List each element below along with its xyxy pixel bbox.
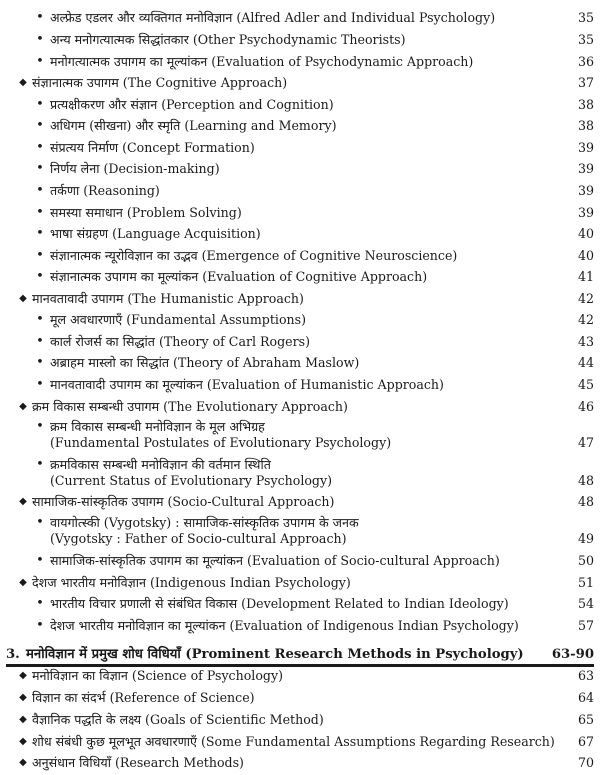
bullet-dot-icon: •: [36, 140, 44, 155]
entry-label: मानवतावादी उपागम का मूल्यांकन (Evaluation of Humanistic Approach): [50, 377, 444, 392]
section-page: 51: [577, 575, 594, 590]
bullet-dot-icon: •: [36, 269, 44, 284]
section-label: क्रम विकास सम्बन्धी उपागम (The Evolutionary Approach): [32, 399, 348, 414]
section-label: अनुसंधान विधियाँ (Research Methods): [32, 755, 244, 770]
section-label: मानवतावादी उपागम (The Humanistic Approach): [32, 291, 304, 306]
entry-page: 49: [577, 531, 594, 546]
section-page: 46: [577, 399, 594, 414]
chapter-pages: 63-90: [551, 647, 594, 662]
bullet-dot-icon: •: [36, 97, 44, 112]
entry-label-hindi: क्रमविकास सम्बन्धी मनोविज्ञान की वर्तमान स्थिति: [50, 457, 271, 472]
section-label: मनोविज्ञान का विज्ञान (Science of Psychology): [32, 668, 284, 683]
bullet-dot-icon: •: [36, 419, 44, 434]
bullet-dot-icon: •: [36, 205, 44, 220]
diamond-bullet-icon: ◆: [19, 293, 27, 304]
entry-label: भाषा संग्रहण (Language Acquisition): [50, 226, 261, 241]
entry-page: 40: [577, 248, 594, 263]
entry-page: 35: [577, 32, 594, 47]
section-page: 42: [577, 291, 594, 306]
entry-page: 42: [577, 312, 594, 327]
entry-label: संप्रत्यय निर्माण (Concept Formation): [50, 140, 255, 155]
bullet-dot-icon: •: [36, 54, 44, 69]
entry-label: देशज भारतीय मनोविज्ञान का मूल्यांकन (Evaluation of Indigenous Indian Psychology): [50, 618, 519, 633]
entry-page: 39: [577, 161, 594, 176]
section-page: 64: [577, 690, 594, 705]
chapter-title: मनोविज्ञान में प्रमुख शोध विधियाँ (Prominent Research Methods in Psychology): [26, 647, 524, 662]
bullet-dot-icon: •: [36, 161, 44, 176]
entry-label: सामाजिक-सांस्कृतिक उपागम का मूल्यांकन (Evaluation of Socio-cultural Approach): [50, 553, 500, 568]
entry-label-english: (Vygotsky : Father of Socio-cultural Approach): [50, 531, 347, 546]
entry-label-english: (Current Status of Evolutionary Psychology): [50, 473, 333, 488]
bullet-dot-icon: •: [36, 457, 44, 472]
entry-label: प्रत्यक्षीकरण और संज्ञान (Perception and Cognition): [50, 97, 334, 112]
entry-label-hindi: वायगोत्स्की (Vygotsky) : सामाजिक-सांस्कृतिक उपागम के जनक: [50, 515, 359, 530]
section-label: शोध संबंधी कुछ मूलभूत अवधारणाएँ (Some Fundamental Assumptions Regarding Research): [32, 734, 555, 749]
entry-page: 40: [577, 226, 594, 241]
entry-page: 38: [577, 97, 594, 112]
entry-page: 44: [577, 355, 594, 370]
entry-label: अधिगम (सीखना) और स्मृति (Learning and Memory): [50, 118, 337, 133]
bullet-dot-icon: •: [36, 596, 44, 611]
diamond-bullet-icon: ◆: [19, 496, 27, 507]
entry-page: 41: [577, 269, 594, 284]
entry-label: मनोगत्यात्मक उपागम का मूल्यांकन (Evaluation of Psychodynamic Approach): [50, 54, 474, 69]
entry-label: [50, 515, 359, 547]
section-label: संज्ञानात्मक उपागम (The Cognitive Approach): [32, 75, 288, 90]
entry-page: 36: [577, 54, 594, 69]
bullet-dot-icon: •: [36, 312, 44, 327]
bullet-dot-icon: •: [36, 553, 44, 568]
bullet-dot-icon: •: [36, 248, 44, 263]
section-page: 65: [577, 712, 594, 727]
entry-page: 39: [577, 183, 594, 198]
diamond-bullet-icon: ◆: [19, 692, 27, 703]
diamond-bullet-icon: ◆: [19, 577, 27, 588]
entry-label: भारतीय विचार प्रणाली से संबंधित विकास (Development Related to Indian Ideology): [50, 596, 509, 611]
entry-label: तर्कणा (Reasoning): [50, 183, 160, 198]
entry-label: अल्फ्रेड एडलर और व्यक्तिगत मनोविज्ञान (Alfred Adler and Individual Psychology): [50, 10, 496, 25]
entry-label: मूल अवधारणाएँ (Fundamental Assumptions): [50, 312, 307, 327]
entry-label: संज्ञानात्मक उपागम का मूल्यांकन (Evaluation of Cognitive Approach): [50, 269, 428, 284]
chapter-divider: [6, 664, 594, 667]
section-label: विज्ञान का संदर्भ (Reference of Science): [32, 690, 255, 705]
entry-page: 57: [577, 618, 594, 633]
diamond-bullet-icon: ◆: [19, 736, 27, 747]
bullet-dot-icon: •: [36, 618, 44, 633]
entry-page: 39: [577, 140, 594, 155]
bullet-dot-icon: •: [36, 183, 44, 198]
section-page: 70: [577, 755, 594, 770]
entry-page: 43: [577, 334, 594, 349]
bullet-dot-icon: •: [36, 355, 44, 370]
entry-page: 45: [577, 377, 594, 392]
bullet-dot-icon: •: [36, 32, 44, 47]
diamond-bullet-icon: ◆: [19, 401, 27, 412]
entry-label-english: (Fundamental Postulates of Evolutionary Psychology): [50, 435, 392, 450]
entry-page: 50: [577, 553, 594, 568]
entry-label: निर्णय लेना (Decision-making): [50, 161, 220, 176]
entry-page: 39: [577, 205, 594, 220]
entry-page: 54: [577, 596, 594, 611]
diamond-bullet-icon: ◆: [19, 757, 27, 768]
section-label: सामाजिक-सांस्कृतिक उपागम (Socio-Cultural Approach): [32, 494, 335, 509]
diamond-bullet-icon: ◆: [19, 714, 27, 725]
bullet-dot-icon: •: [36, 118, 44, 133]
bullet-dot-icon: •: [36, 10, 44, 25]
section-page: 48: [577, 494, 594, 509]
entry-label: [50, 419, 391, 451]
section-page: 67: [577, 734, 594, 749]
entry-label: [50, 457, 332, 489]
section-page: 63: [577, 668, 594, 683]
entry-label: संज्ञानात्मक न्यूरोविज्ञान का उद्भव (Emergence of Cognitive Neuroscience): [50, 248, 458, 263]
entry-label: अब्राहम मास्लो का सिद्धांत (Theory of Abraham Maslow): [50, 355, 360, 370]
bullet-dot-icon: •: [36, 515, 44, 530]
entry-label: समस्या समाधान (Problem Solving): [50, 205, 242, 220]
entry-label-hindi: क्रम विकास सम्बन्धी मनोविज्ञान के मूल अभिग्रह: [50, 419, 265, 434]
bullet-dot-icon: •: [36, 334, 44, 349]
entry-page: 38: [577, 118, 594, 133]
entry-page: 47: [577, 435, 594, 450]
entry-page: 35: [577, 10, 594, 25]
diamond-bullet-icon: ◆: [19, 670, 27, 681]
bullet-dot-icon: •: [36, 226, 44, 241]
bullet-dot-icon: •: [36, 377, 44, 392]
entry-page: 48: [577, 473, 594, 488]
section-page: 37: [577, 75, 594, 90]
section-label: वैज्ञानिक पद्धति के लक्ष्य (Goals of Scientific Method): [32, 712, 324, 727]
chapter-number: 3.: [6, 647, 20, 662]
diamond-bullet-icon: ◆: [19, 77, 27, 88]
entry-label: अन्य मनोगत्यात्मक सिद्धांतकार (Other Psychodynamic Theorists): [50, 32, 406, 47]
section-label: देशज भारतीय मनोविज्ञान (Indigenous Indian Psychology): [32, 575, 351, 590]
entry-label: कार्ल रोजर्स का सिद्धांत (Theory of Carl Rogers): [50, 334, 310, 349]
